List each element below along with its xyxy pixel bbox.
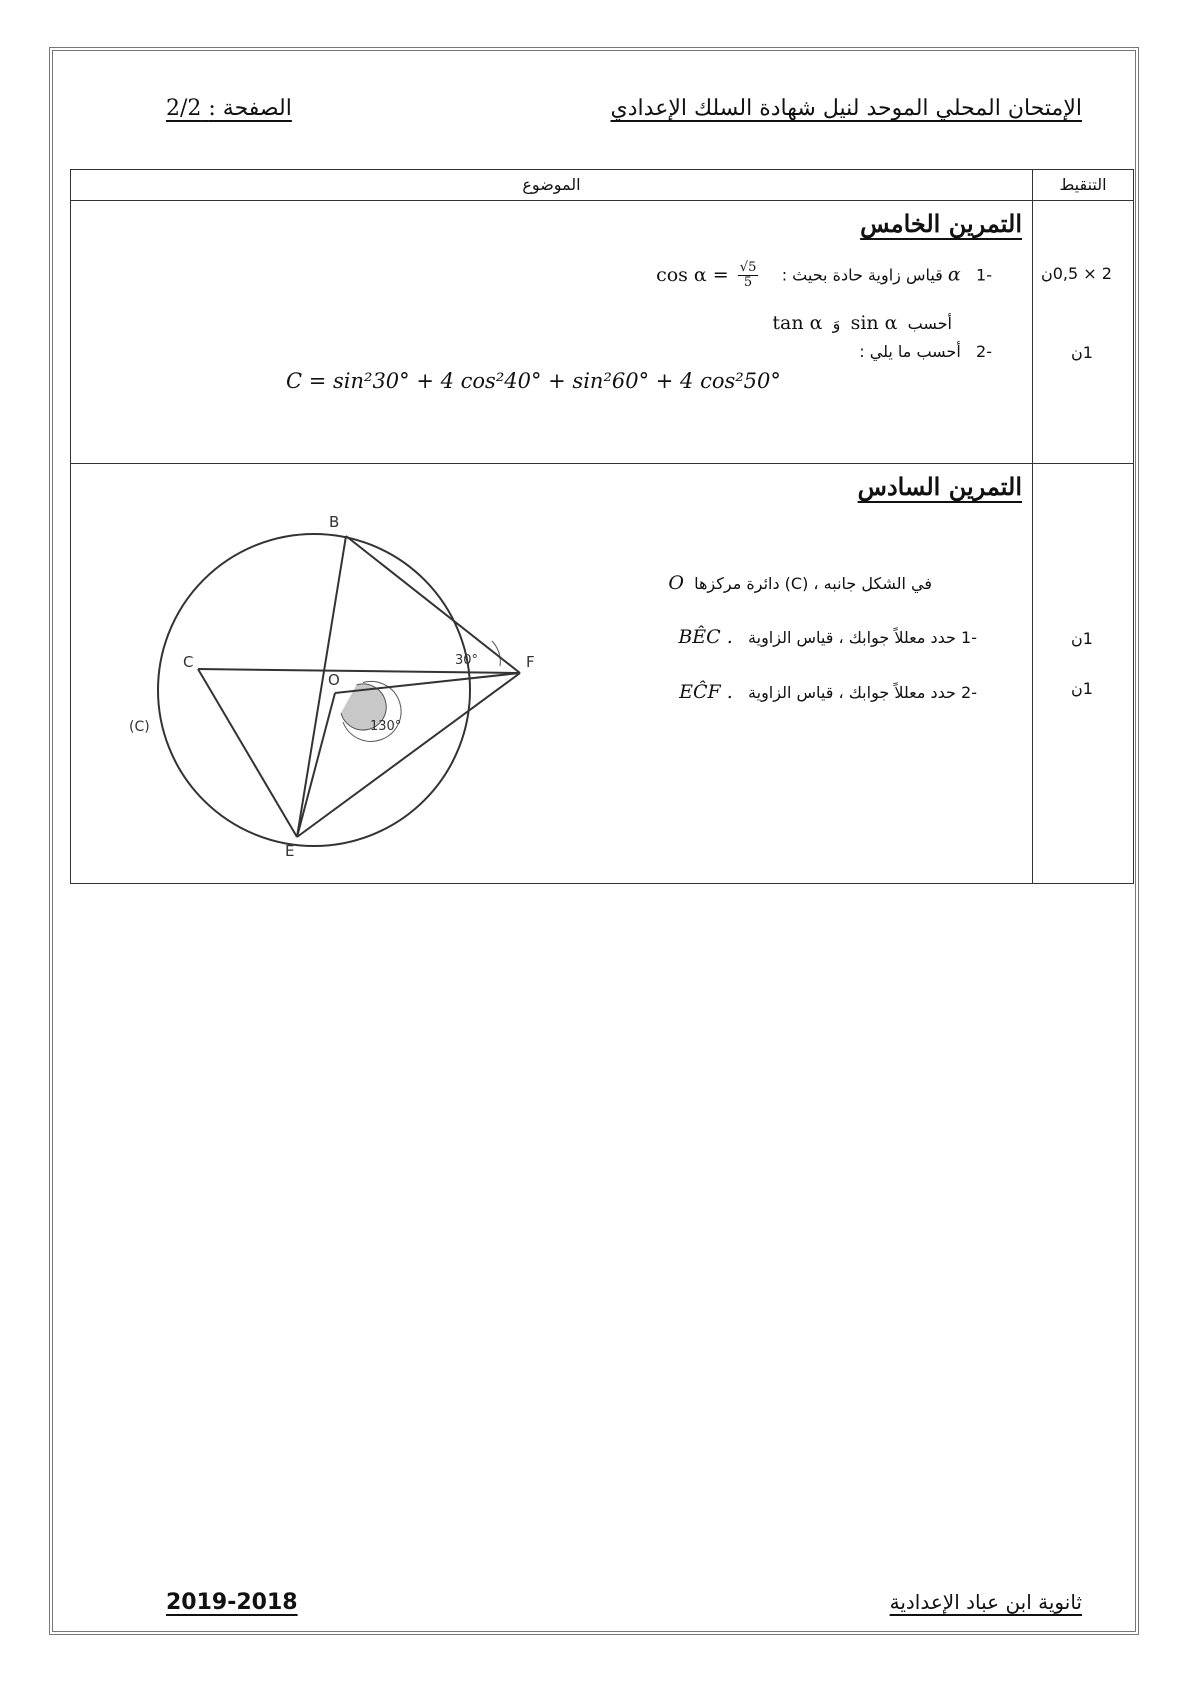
table-header-row (71, 170, 1134, 201)
label-e: E (285, 842, 295, 860)
page-value: 2/2 (166, 96, 202, 121)
q1-frac-den: 5 (743, 275, 753, 290)
ex6-q1-angle: BÊC . (678, 626, 733, 648)
segment-bf (346, 536, 520, 673)
exercise6-score-cell (1033, 464, 1134, 884)
circle-figure (111, 484, 551, 864)
segment-of (335, 673, 520, 693)
tan-alpha: tan α (772, 312, 823, 334)
page-label: الصفحة : (208, 96, 292, 121)
q1-formula-lhs: cos α = (656, 263, 729, 286)
q1-alpha: α (947, 263, 961, 286)
and-word: وَ (832, 314, 841, 333)
label-circle: (C) (129, 719, 150, 735)
exam-title: الإمتحان المحلي الموحد لنيل شهادة السلك الإعدادي (610, 96, 1082, 121)
label-f: F (526, 653, 535, 671)
q2-formula: C = sin²30° + 4 cos²40° + sin²60° + 4 cos²50° (286, 369, 781, 393)
q1-text: قياس زاوية حادة بحيث : (781, 265, 943, 285)
score-header: التنقيط (1033, 170, 1134, 201)
page-number (166, 96, 292, 121)
exercise5-q1 (656, 261, 992, 290)
exercise5-cell (71, 201, 1033, 464)
exercise6-score1: 1ن (1071, 629, 1093, 648)
exercise6-row (71, 464, 1134, 884)
exercise6-title: التمرين السادس (857, 472, 1022, 501)
ex6-q1-text: -1 حدد معللاً جوابك ، قياس الزاوية (748, 628, 977, 647)
circle-c (158, 534, 470, 846)
exercise5-score-cell (1033, 201, 1134, 464)
exercise6-intro (668, 572, 932, 594)
exercise6-q1 (678, 626, 977, 648)
ex6-q2-angle: EĈF . (679, 681, 733, 703)
intro-center: O (668, 572, 684, 594)
exam-table (70, 169, 1134, 884)
exercise5-score2: 1ن (1071, 343, 1093, 362)
ex6-q2-text: -2 حدد معللاً جوابك ، قياس الزاوية (748, 683, 977, 702)
school-name: ثانوية ابن عباد الإعدادية (889, 1590, 1082, 1614)
label-o: O (328, 671, 340, 689)
subject-header: الموضوع (71, 170, 1033, 201)
q2-text: أحسب ما يلي : (859, 342, 961, 361)
q1-fraction (738, 261, 759, 290)
intro-text: في الشكل جانبه ، (C) دائرة مركزها (694, 574, 932, 593)
label-angle-cfb: 30° (455, 653, 479, 668)
segment-cf (198, 669, 520, 673)
exercise6-cell (71, 464, 1033, 884)
compute-word: أحسب (907, 314, 952, 333)
q1-number: -1 (976, 265, 992, 285)
exercise5-q2 (859, 342, 992, 361)
q2-number: -2 (976, 342, 992, 361)
exercise5-row (71, 201, 1134, 464)
q1-formula (656, 260, 761, 290)
label-angle-eof: 130° (370, 719, 402, 734)
label-b: B (329, 513, 340, 531)
segment-ce (198, 669, 297, 837)
label-c: C (183, 653, 194, 671)
exercise6-q2 (679, 681, 977, 703)
exercise5-title: التمرين الخامس (860, 209, 1022, 238)
exercise5-q1-compute (772, 312, 952, 334)
exercise5-score1: 2 × 0,5ن (1041, 264, 1112, 283)
segment-ef (297, 673, 520, 837)
sin-alpha: sin α (850, 312, 898, 334)
q1-frac-num: √5 (739, 260, 757, 275)
exercise6-score2: 1ن (1071, 679, 1093, 698)
school-year: 2019-2018 (166, 1590, 298, 1615)
